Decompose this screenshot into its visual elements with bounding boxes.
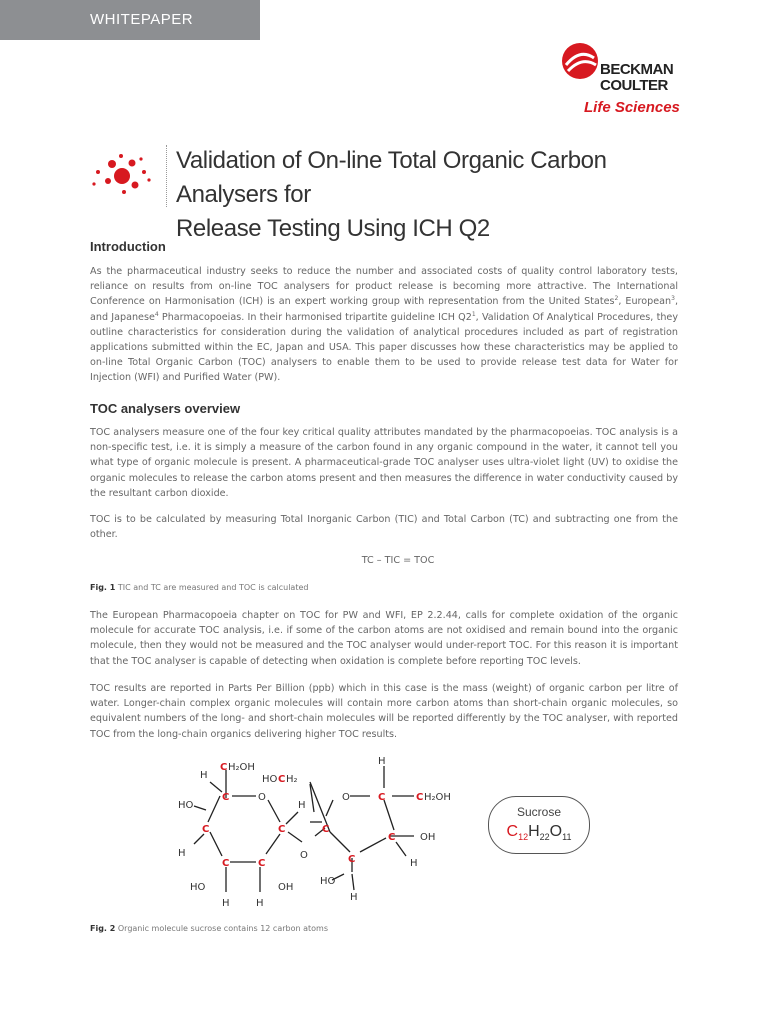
svg-text:OH: OH <box>420 832 436 843</box>
sucrose-structure-diagram <box>170 752 470 912</box>
svg-text:H: H <box>410 858 418 869</box>
introduction-heading: Introduction <box>90 239 166 254</box>
svg-text:C: C <box>278 774 286 785</box>
toc-overview-paragraph-4: TOC results are reported in Parts Per Billion (ppb) which in this case is the mass (weight) of organic carbon per litre of water. Longer-chain complex organic molecules will contain more carbon atoms than short-chain organic molecules, so equivalent numbers of the long- and short-chain molecules will be reported differently by the TOC analyser, with reported TOC from the long-chain organics delivering higher TOC results. <box>90 683 678 740</box>
svg-text:C: C <box>348 854 356 865</box>
svg-text:C: C <box>258 858 266 869</box>
fig1-caption: Fig. 1 TIC and TC are measured and TOC is calculated <box>90 583 309 592</box>
fig2-caption: Fig. 2 Organic molecule sucrose contains 12 carbon atoms <box>90 924 328 933</box>
svg-text:O: O <box>300 850 308 861</box>
logo-wordmark: BECKMAN COULTER <box>600 61 674 94</box>
sucrose-formula-box <box>488 796 590 854</box>
sucrose-label: Sucrose <box>516 805 562 819</box>
sucrose-formula: $C_{12}H_{22}O_{11}$ <box>506 823 572 843</box>
toc-overview-paragraph-2: TOC is to be calculated by measuring Total Inorganic Carbon (TIC) and Total Carbon (TC) and subtracting one from the other. <box>90 514 678 541</box>
svg-text:C: C <box>222 858 230 869</box>
svg-text:H: H <box>378 756 386 767</box>
svg-text:HO: HO <box>178 800 194 811</box>
toc-overview-paragraph-3: The European Pharmacopoeia chapter on TOC for PW and WFI, EP 2.2.44, calls for complete oxidation of the organic molecule for accurate TOC analysis, i.e. if some of the carbon atoms are not oxidised and remain bound into the organic molecule, then they would not be measured and the TOC analyser would under-report TOC. For this reason it is important that the TOC analyser is capable of detecting when oxidation is complete before reporting TOC levels. <box>90 610 678 667</box>
svg-text:C: C <box>222 792 230 803</box>
svg-text:OH: OH <box>278 882 294 893</box>
svg-text:C: C <box>220 762 228 773</box>
svg-text:H₂: H₂ <box>286 774 298 785</box>
svg-text:HO: HO <box>190 882 206 893</box>
whitepaper-tag: WHITEPAPER <box>0 0 260 40</box>
svg-text:C: C <box>322 824 330 835</box>
svg-text:O: O <box>342 792 350 803</box>
toc-equation: TC – TIC = TOC <box>361 555 435 566</box>
svg-text:H: H <box>178 848 186 859</box>
svg-text:HO: HO <box>262 774 278 785</box>
svg-text:H: H <box>350 892 358 903</box>
svg-text:HO: HO <box>320 876 336 887</box>
title-divider <box>166 145 167 207</box>
introduction-paragraph: As the pharmaceutical industry seeks to reduce the number and associated costs of quality control laboratory tests, reliance on results from on-line TOC analysers for product release is becoming more attractive. The International Conference on Harmonisation (ICH) is an expert working group with representation from the United States$^2$, European$^3$, and Japanese$^4$ Pharmacopoeias. In their harmonised tripartite guideline ICH $Q2^1$, Validation Of Analytical Procedures, they outline characteristics for consideration during the validation of analytical procedures included as part of registration applications submitted within the EC, Japan and USA. This paper discusses how these characteristics may be applied to on-line Total Organic Carbon (TOC) analysers to enable them to be used to provide release test data for Water for Injection (WFI) and Purified Water (PW). <box>90 266 679 384</box>
svg-text:C: C <box>416 792 424 803</box>
page-title: Validation of On-line Total Organic Carbon Analysers for Release Testing Using ICH Q2 <box>176 147 607 242</box>
svg-text:H: H <box>298 800 306 811</box>
svg-text:C: C <box>202 824 210 835</box>
svg-text:C: C <box>378 792 386 803</box>
svg-text:C: C <box>388 832 396 843</box>
logo-life-sciences: Life Sciences <box>584 99 680 116</box>
svg-text:H: H <box>200 770 208 781</box>
molecule-dots-icon <box>90 150 154 200</box>
svg-text:H: H <box>256 898 264 909</box>
toc-overview-paragraph-1: TOC analysers measure one of the four key critical quality attributes mandated by the pharmacopoeias. TOC analysis is a non-specific test, i.e. it is simply a measure of the carbon found in any organic compound in the water, it cannot tell you what type of organic molecule is present. A pharmaceutical-grade TOC analyser uses ultra-violet light (UV) to oxidise the organic molecules to release the carbon atoms present and then measures the difference in water conductivity caused by the resultant carbon dioxide. <box>90 427 678 499</box>
toc-overview-heading: TOC analysers overview <box>90 401 241 416</box>
svg-text:H₂OH: H₂OH <box>424 792 451 803</box>
svg-text:H₂OH: H₂OH <box>228 762 255 773</box>
svg-text:C: C <box>278 824 286 835</box>
svg-text:H: H <box>222 898 230 909</box>
svg-text:O: O <box>258 792 266 803</box>
